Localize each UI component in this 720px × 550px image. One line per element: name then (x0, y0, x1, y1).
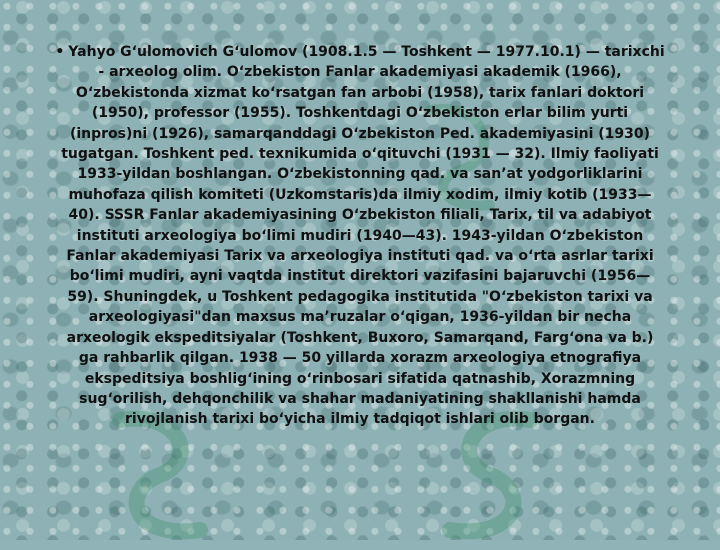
biography-paragraph: • Yahyo G‘ulomovich G‘ulomov (1908.1.5 — Toshkent — 1977.10.1) — tarixchi - arxeolog olim. O‘zbekiston Fanlar akademiyasi akademik (1966), O‘zbekistonda xizmat ko‘rsatgan fan arbobi (1958), tarix fanlari doktori (1950), professor (1955). Toshkentdagi O‘zbekiston erlar bilim yurti (inpros)ni (1926), samarqanddagi O‘zbekiston Ped. akademiyasini (1930) tugatgan. Toshkent ped. texnikumida o‘qituvchi (1931 — 32). Ilmiy faoliyati 1933-yildan boshlangan. O‘zbekistonning qad. va san’at yodgorliklarini muhofaza qilish komiteti (Uzkomstaris)da ilmiy xodim, ilmiy kotib (1933— 40). SSSR Fanlar akademiyasining O‘zbekiston filiali, Tarix, til va adabiyot instituti arxeologiya bo‘limi mudiri (1940—43). 1943-yildan O‘zbekiston Fanlar akademiyasi Tarix va arxeologiya instituti qad. va o‘rta asrlar tarixi bo‘limi mudiri, ayni vaqtda institut direktori vazifasini bajaruvchi (1956— 59). Shuningdek, u Toshkent pedagogika institutida "O‘zbekiston tarixi va arxeologiyasi"dan maxsus ma’ruzalar o‘qigan, 1936-yildan bir necha arxeologik ekspeditsiyalar (Toshkent, Buxoro, Samarqand, Farg‘ona va b.) ga rahbarlik qilgan. 1938 — 50 yillarda xorazm arxeologiya etnografiya ekspeditsiya boshlig‘ining o‘rinbosari sifatida qatnashib, Xorazmning sug‘orilish, dehqonchilik va shahar madaniyatining shakllanishi hamda rivojlanish tarixi bo‘yicha ilmiy tadqiqot ishlari olib borgan. (55, 42, 665, 430)
slide-content (55, 42, 665, 430)
